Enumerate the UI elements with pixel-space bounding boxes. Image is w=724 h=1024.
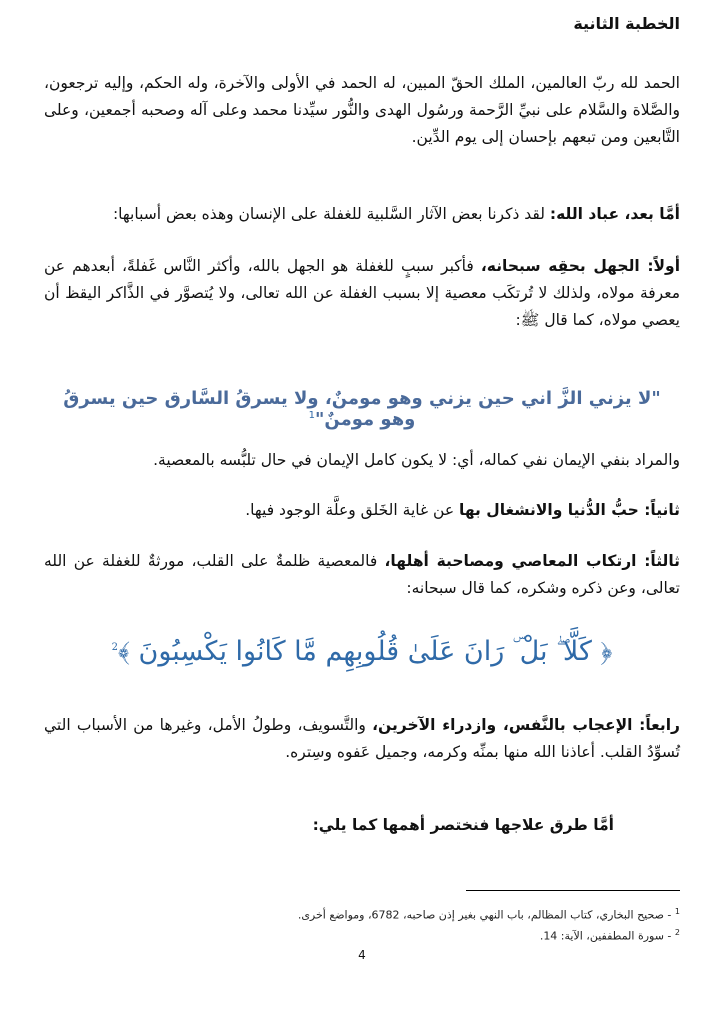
footnote-ref-2[interactable]: 2	[111, 642, 118, 653]
footnote-1-number: 1	[674, 907, 680, 916]
footnote-1-text: - صحيح البخاري، كتاب المظالم، باب النهي بغير إذن صاحبه، 6782، ومواضع أخرى.	[297, 908, 675, 922]
footnote-divider	[466, 890, 680, 891]
fourth-cause-text: والتَّسويف، وطولُ الأمل، وغيرها من الأسباب التي تُسوِّدُ القلب. أعاذنا الله منها بمنِّه وكرمه، وجميل عَفوه وسِتره.	[44, 716, 680, 761]
footnote-2	[44, 925, 680, 945]
amma-bad-lead: أمَّا بعد، عباد الله:	[549, 205, 680, 223]
footnote-1	[44, 904, 680, 924]
hadith-explanation: والمراد بنفي الإيمان نفي كماله، أي: لا يكون كامل الإيمان في حال تلبُّسه بالمعصية.	[153, 451, 680, 469]
footnote-2-number: 2	[674, 928, 680, 937]
footnote-ref-1[interactable]: 1	[308, 410, 315, 421]
page-number: 4	[358, 948, 366, 962]
quran-text: ﴿ كَلَّا ۖ بَلْ ۜ رَانَ عَلَىٰ قُلُوبِهِم مَّا كَانُوا يَكْسِبُونَ ﴾	[117, 636, 613, 667]
first-cause-paragraph	[44, 253, 680, 334]
second-cause-text: عن غاية الخَلق وعلَّة الوجود فيها.	[245, 501, 459, 519]
second-cause-lead: ثانياً: حبُّ الدُّنيا والانشغال بها	[459, 501, 680, 519]
second-cause-paragraph	[44, 497, 680, 524]
hadith-text: "لا يزني الزَّ اني حين يزني وهو مومنٌ، ولا يسرقُ السَّارق حين يسرقُ وهو مومنٌ"	[63, 388, 661, 430]
closing-line: أمَّا طرق علاجها فنختصر أهمها كما يلي:	[312, 816, 614, 834]
amma-bad-paragraph	[44, 201, 680, 228]
hadith-quote	[44, 388, 680, 430]
third-cause-text: فالمعصية ظلمةٌ على القلب، مورثةٌ للغفلة عن الله تعالى، وعن ذكره وشكره، كما قال سبحانه:	[44, 552, 680, 597]
first-cause-text: فأكبر سببٍ للغفلة هو الجهل بالله، وأكثر النَّاس غَفلةً، أبعدهم عن معرفة مولاه، ولذلك لا تُرتكَب معصية إلا بسبب الغفلة عن الله تعالى، ولا يُتصوَّر في الذَّاكر اليقظ أن يعصي مولاه، كما قال ﷺ:	[44, 257, 680, 329]
page-title: الخطبة الثانية	[573, 14, 680, 33]
third-cause-paragraph	[44, 548, 680, 602]
fourth-cause-paragraph	[44, 712, 680, 766]
footnote-2-text: - سورة المطففين، الآية: 14.	[539, 929, 675, 943]
fourth-cause-lead: رابعاً: الإعجاب بالنَّفس، وازدراء الآخرين،	[372, 716, 680, 734]
quran-verse	[44, 636, 680, 668]
amma-bad-text: لقد ذكرنا بعض الآثار السَّلبية للغفلة على الإنسان وهذه بعض أسبابها:	[112, 205, 550, 223]
third-cause-lead: ثالثاً: ارتكاب المعاصي ومصاحبة أهلها،	[384, 552, 680, 570]
opening-paragraph: الحمد لله ربّ العالمين، الملك الحقّ المبين، له الحمد في الأولى والآخرة، وله الحكم، وإليه ترجعون، والصَّلاة والسَّلام على نبيِّ الرَّحمة ورسُول الهدى والنُّور سيِّدنا محمد وعلى آله وصحبه أجمعين، وعلى التَّابعين ومن تبعهم بإحسان إلى يوم الدِّين.	[44, 74, 680, 146]
first-cause-lead: أولاً: الجهل بحقِه سبحانه،	[480, 257, 681, 275]
